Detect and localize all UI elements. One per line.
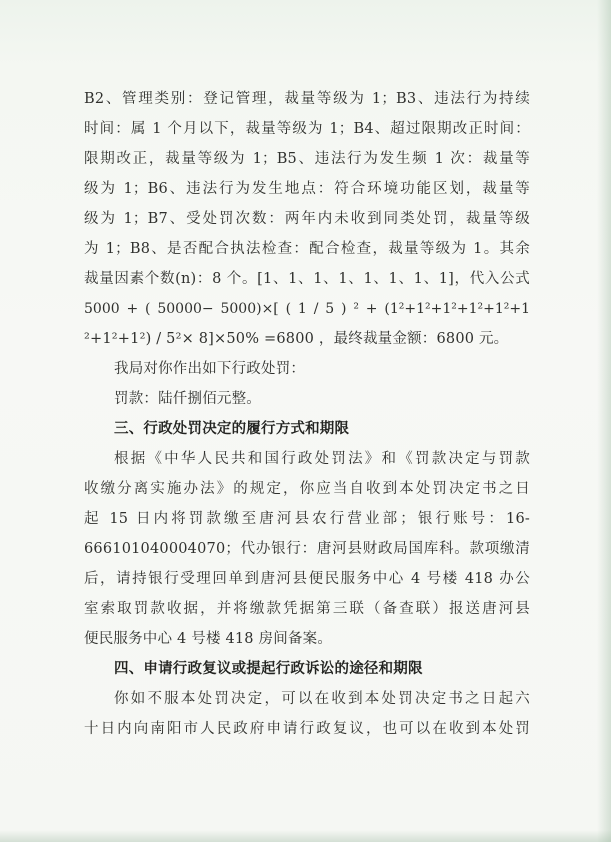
body-line-7: 裁量因素个数(n)：8 个。[1、1、1、1、1、1、1、1]，代入公式 <box>84 271 530 287</box>
body-line-4: 级为 1；B6、违法行为发生地点：符合环境功能区划，裁量等 <box>84 181 530 197</box>
page-edge-shadow-right <box>597 0 611 842</box>
body-line-1: B2、管理类别：登记管理，裁量等级为 1；B3、违法行为持续 <box>84 91 530 107</box>
section3-line-7: 便民服务中心 4 号楼 418 房间备案。 <box>84 631 333 647</box>
section-heading-4: 四、申请行政复议或提起行政诉讼的途径和期限 <box>114 661 423 677</box>
section3-line-1: 根据《中华人民共和国行政处罚法》和《罚款决定与罚款 <box>114 451 530 467</box>
section3-line-4: 666101040004070；代办银行：唐河县财政局国库科。款项缴清 <box>84 541 530 557</box>
section4-line-1: 你如不服本处罚决定，可以在收到本处罚决定书之日起六 <box>114 691 530 707</box>
section-heading-3: 三、行政处罚决定的履行方式和期限 <box>114 421 350 437</box>
body-line-5: 级为 1；B7、受处罚次数：两年内未收到同类处罚，裁量等级 <box>84 211 530 227</box>
section4-line-2: 十日内向南阳市人民政府申请行政复议，也可以在收到本处罚 <box>84 721 530 737</box>
section3-line-3: 起 15 日内将罚款缴至唐河县农行营业部；银行账号：16- <box>84 511 530 527</box>
page-edge-shadow-bottom <box>0 830 611 842</box>
section3-line-6: 室索取罚款收据，并将缴款凭据第三联（备查联）报送唐河县 <box>84 601 530 617</box>
formula-line-1: 5000 + ( 50000− 5000)×[ ( 1 / 5 ) ² + (1²+1²+1²+1²+1²+1 <box>84 301 530 317</box>
fine-amount-line: 罚款：陆仟捌佰元整。 <box>114 391 261 407</box>
penalty-intro-line: 我局对你作出如下行政处罚： <box>114 361 306 377</box>
formula-line-2: ²+1²+1²) / 5²× 8]×50% =6800 ，最终裁量金额：6800 元。 <box>84 331 509 347</box>
body-line-3: 限期改正，裁量等级为 1；B5、违法行为发生频 1 次：裁量等 <box>84 151 530 167</box>
section3-line-2: 收缴分离实施办法》的规定，你应当自收到本处罚决定书之日 <box>84 481 530 497</box>
section3-line-5: 后，请持银行受理回单到唐河县便民服务中心 4 号楼 418 办公 <box>84 571 530 587</box>
body-line-2: 时间：属 1 个月以下，裁量等级为 1；B4、超过限期改正时间： <box>84 121 530 137</box>
document-body <box>84 84 530 744</box>
body-line-6: 为 1；B8、是否配合执法检查：配合检查，裁量等级为 1。其余 <box>84 241 530 257</box>
